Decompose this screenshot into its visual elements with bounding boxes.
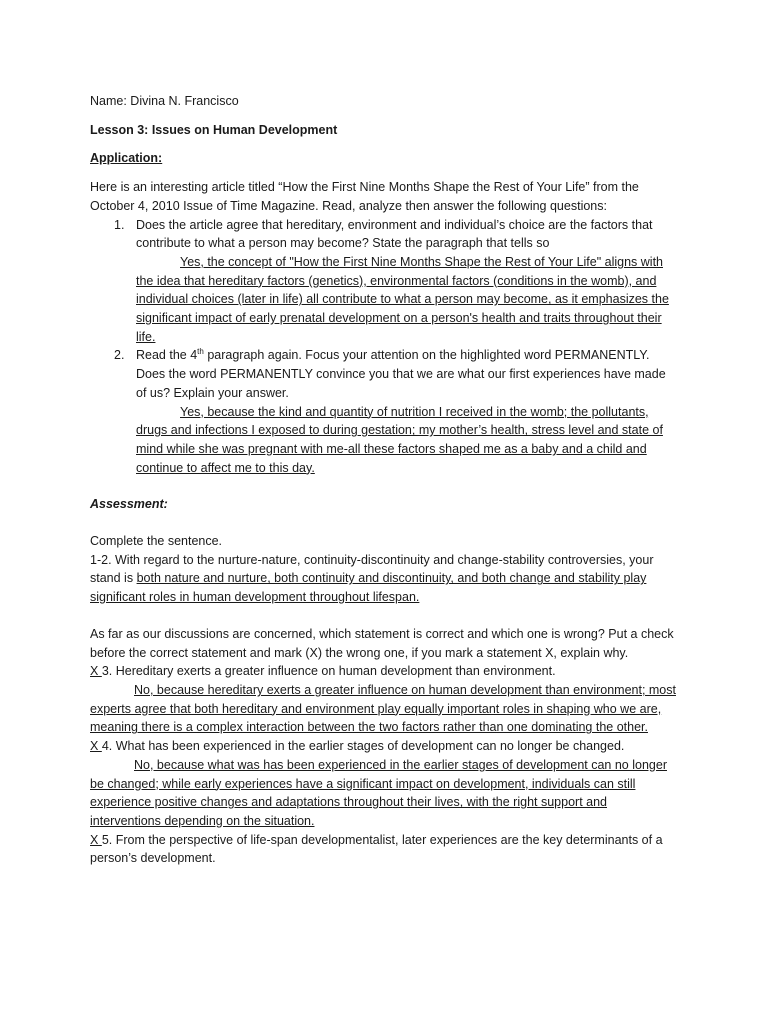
check-instruction: As far as our discussions are concerned, which statement is correct and which one is wrong? Put a check before the correct statement and mark (X) the wrong one, if you mark a statement X, explain why. [90, 626, 674, 660]
item-explanation: No, because what was has been experienced in the earlier stages of development can no longer be changed; while early experiences have a significant impact on development, individuals can still experience positive changes and adaptations throughout their lives, with the right support and interventions depending on the situation. [90, 757, 667, 828]
item-statement: 3. Hereditary exerts a greater influence on human development than environment. [101, 664, 556, 679]
question-item-1 [90, 216, 678, 347]
question-text: Read the 4th paragraph again. Focus your attention on the highlighted word PERMANENTLY. Does the word PERMANENTLY convince you that we are what our first experiences have made of us? Explain your answer. [136, 347, 666, 400]
check-mark: X [90, 832, 102, 847]
question-number: 1. [114, 217, 125, 232]
item-1-2-answer: both nature and nurture, both continuity and discontinuity, and both change and stability play significant roles in human development throughout lifespan. [90, 571, 647, 605]
question-text: Does the article agree that hereditary, environment and individual’s choice are the factors that contribute to what a person may become? State the paragraph that tells so [136, 217, 653, 251]
assessment-item-5 [90, 831, 678, 868]
name-line: Name: Divina N. Francisco [90, 94, 239, 108]
application-heading: Application: [90, 151, 163, 166]
item-explanation: No, because hereditary exerts a greater influence on human development than environment; most experts agree that both hereditary and environment play equally important roles in shaping who we are, meaning there is a complex interaction between the two factors rather than one dominating the other. [90, 682, 676, 735]
assessment-instruction: Complete the sentence. [90, 534, 223, 549]
assessment-item-4 [90, 737, 678, 756]
item-statement: 4. What has been experienced in the earlier stages of development can no longer be changed. [101, 739, 625, 754]
assessment-item-1-2: 1-2. With regard to the nurture-nature, continuity-discontinuity and change-stability controversies, your stand is both nature and nurture, both continuity and discontinuity, and both change and stability play significant roles in human development throughout lifespan. [90, 552, 654, 605]
check-mark: X [90, 739, 102, 754]
question-number: 2. [114, 348, 125, 363]
check-mark: X [90, 664, 102, 679]
intro-paragraph: Here is an interesting article titled “How the First Nine Months Shape the Rest of Your Life” from the October 4, 2010 Issue of Time Magazine. Read, analyze then answer the following questions: [90, 180, 639, 213]
answer-text: Yes, the concept of "How the First Nine Months Shape the Rest of Your Life" aligns with the idea that hereditary factors (genetics), environmental factors (conditions in the womb), and individual choices (later in life) all contribute to what a person may become, as it emphasizes the significant impact of early prenatal development on a person's health and traits throughout their life. [136, 254, 669, 344]
question-item-2 [90, 346, 678, 477]
question-list [90, 216, 678, 478]
item-statement: 5. From the perspective of life-span developmentalist, later experiences are the key determinants of a person’s development. [90, 832, 663, 866]
document-page [90, 92, 678, 868]
assessment-item-3 [90, 662, 678, 681]
lesson-title: Lesson 3: Issues on Human Development [90, 122, 338, 137]
answer-text: Yes, because the kind and quantity of nutrition I received in the womb; the pollutants, drugs and infections I exposed to during gestation; my mother’s health, stress level and state of mind while she was pregnant with me-all these factors shaped me as a baby and a child and continue to affect me to this day. [136, 404, 663, 475]
assessment-heading: Assessment: [90, 497, 168, 512]
